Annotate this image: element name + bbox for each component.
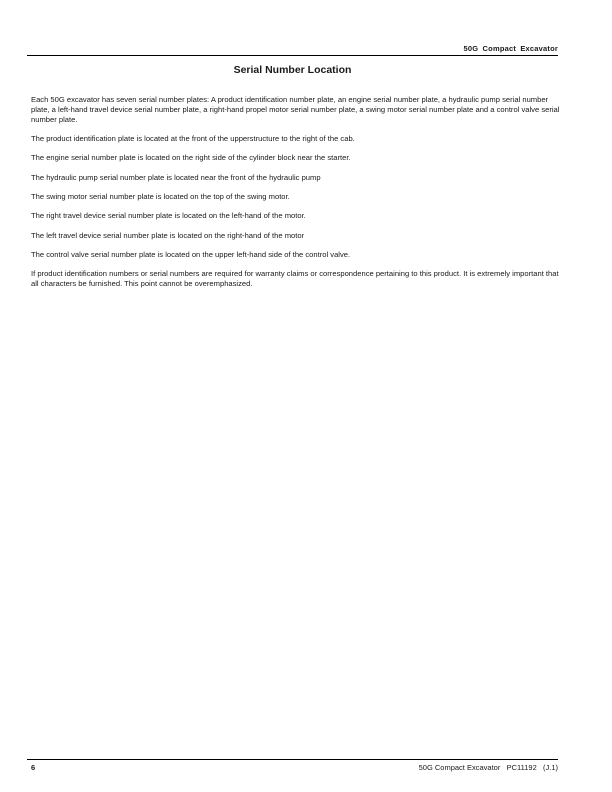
running-head: 50G Compact Excavator (463, 44, 558, 53)
paragraph-left-travel-plate: The left travel device serial number plate is located on the right-hand of the motor (31, 230, 305, 240)
section-title: Serial Number Location (233, 64, 352, 76)
paragraph-intro: Each 50G excavator has seven serial number plates: A product identification number plate, an engine serial number plate, a hydraulic pump serial number plate, a left-hand travel device serial number plate, a right-hand propel motor serial number plate, a swing motor serial number plate and a control valve serial number plate. (31, 95, 560, 124)
paragraph-engine-plate: The engine serial number plate is located on the right side of the cylinder block near the starter. (31, 153, 351, 163)
page-number: 6 (31, 763, 36, 772)
header-divider (27, 55, 558, 56)
paragraph-right-travel-plate: The right travel device serial number plate is located on the left-hand of the motor. (31, 211, 306, 221)
paragraph-warranty-note: If product identification numbers or serial numbers are required for warranty claims or correspondence pertaining to this product. It is extremely important that all characters be furnished. This point cannot be overemphasized. (31, 269, 559, 289)
footer-document-info: 50G Compact Excavator PC11192 (J.1) (418, 763, 558, 772)
paragraph-hydraulic-pump-plate: The hydraulic pump serial number plate is located near the front of the hydraulic pump (31, 172, 321, 182)
body-text (31, 95, 561, 298)
footer-divider (27, 759, 558, 760)
paragraph-swing-motor-plate: The swing motor serial number plate is located on the top of the swing motor. (31, 192, 290, 201)
paragraph-control-valve-plate: The control valve serial number plate is located on the upper left-hand side of the control valve. (31, 249, 351, 259)
paragraph-product-id-plate: The product identification plate is located at the front of the upperstructure to the right of the cab. (31, 134, 355, 144)
